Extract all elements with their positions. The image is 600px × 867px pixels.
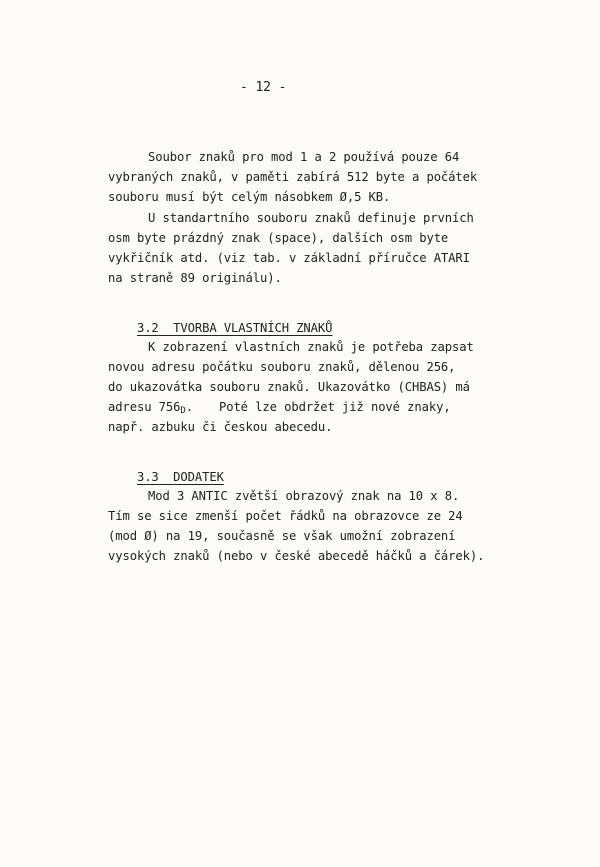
page-number: - 12 - <box>240 80 287 95</box>
paragraph-antic-mode-3 <box>108 486 508 566</box>
text-fragment: Poté lze obdržet již nové znaky, <box>218 400 451 414</box>
text-line: Tím se sice zmenší počet řádků na obrazovce ze 24 <box>108 509 463 523</box>
paragraph-standard-set <box>108 208 508 288</box>
text-line: na straně 89 originálu). <box>108 271 282 285</box>
text-line: vykřičník atd. (viz tab. v základní příručce ATARI <box>108 251 470 265</box>
text-line: (mod Ø) na 19, současně se však umožní zobrazení <box>108 529 456 543</box>
section-number: 3.2 <box>136 321 159 335</box>
section-title: DODATEK <box>173 470 224 484</box>
text-line: vysokých znaků (nebo v české abecedě háčků a čárek). <box>108 549 485 563</box>
text-line: např. azbuku či českou abecedu. <box>108 420 333 434</box>
subscript-decimal: D <box>180 406 186 416</box>
text-line: K zobrazení vlastních znaků je potřeba zapsat <box>148 340 474 354</box>
text-fragment: adresu 756 <box>108 400 181 414</box>
paragraph-custom-characters <box>108 337 508 437</box>
text-line: U standartního souboru znaků definuje prvních <box>148 211 474 225</box>
text-line <box>108 397 508 417</box>
paragraph-character-set-intro <box>108 147 508 207</box>
text-line: novou adresu počátku souboru znaků, dělenou 256, <box>108 360 456 374</box>
text-fragment: . <box>185 400 193 414</box>
text-line: vybraných znaků, v paměti zabírá 512 byte a počátek <box>108 170 478 184</box>
section-number: 3.3 <box>136 470 159 484</box>
text-line: Mod 3 ANTIC zvětší obrazový znak na 10 x 8. <box>148 489 460 503</box>
section-title: TVORBA VLASTNÍCH ZNAKŮ <box>173 321 333 335</box>
text-line: osm byte prázdný znak (space), dalších osm byte <box>108 231 449 245</box>
text-line: do ukazovátka souboru znaků. Ukazovátko (CHBAS) má <box>108 380 470 394</box>
text-line: Soubor znaků pro mod 1 a 2 používá pouze 64 <box>148 150 460 164</box>
text-line: souboru musí být celým násobkem Ø,5 KB. <box>108 190 391 204</box>
